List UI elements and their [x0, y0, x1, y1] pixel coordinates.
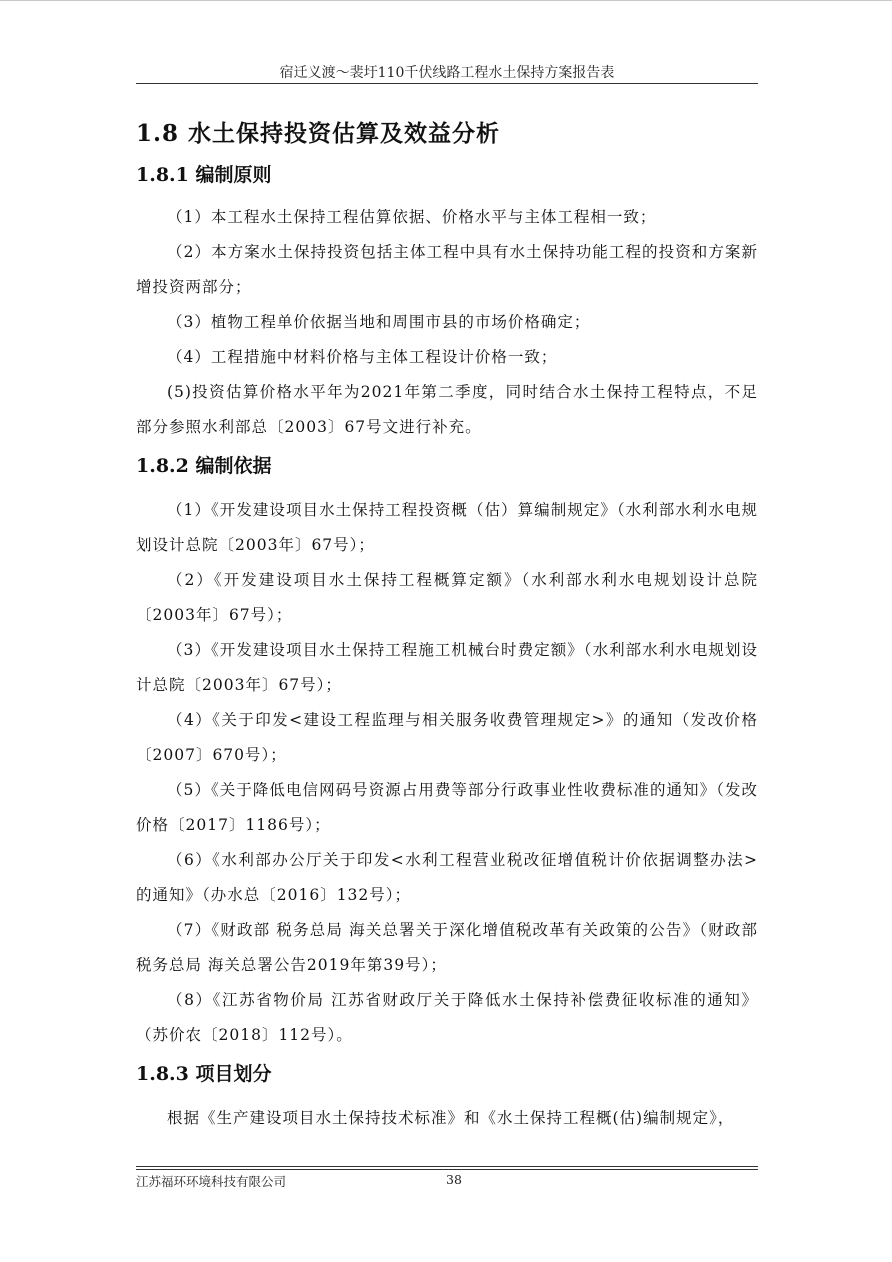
basis-item: （5）《关于降低电信网码号资源占用费等部分行政事业性收费标准的通知》（发改价格〔2017〕1186号）； [136, 781, 758, 834]
subsection-title-basis: 1.8.2 编制依据 [136, 455, 272, 477]
page-content [136, 112, 758, 1136]
principle-item: （3）植物工程单价依据当地和周围市县的市场价格确定； [167, 313, 591, 331]
principle-item: （1）本工程水土保持工程估算依据、价格水平与主体工程相一致； [167, 208, 657, 226]
division-paragraph: 根据《生产建设项目水土保持技术标准》和《水土保持工程概(估)编制规定》， [167, 1109, 735, 1127]
page-top-edge [0, 0, 892, 14]
header-rule [136, 83, 758, 84]
running-header: 宿迁义渡～裴圩110千伏线路工程水土保持方案报告表 [279, 65, 615, 81]
principle-item: (5)投资估算价格水平年为2021年第二季度，同时结合水土保持工程特点，不足部分参照水利部总〔2003〕67号文进行补充。 [136, 383, 758, 436]
principle-item: （2）本方案水土保持投资包括主体工程中具有水土保持功能工程的投资和方案新增投资两部分； [136, 243, 758, 296]
subsection-title-principles: 1.8.1 编制原则 [136, 164, 272, 186]
section-title: 1.8 水土保持投资估算及效益分析 [136, 120, 501, 147]
footer-company: 江苏福环环境科技有限公司 [136, 1174, 287, 1189]
footer-rule [136, 1166, 758, 1167]
basis-item: （1）《开发建设项目水土保持工程投资概（估）算编制规定》（水利部水利水电规划设计总院〔2003年〕67号）； [136, 501, 758, 554]
basis-item: （2）《开发建设项目水土保持工程概算定额》（水利部水利水电规划设计总院〔2003年〕67号）； [136, 571, 758, 624]
page-number: 38 [446, 1172, 462, 1187]
basis-item: （3）《开发建设项目水土保持工程施工机械台时费定额》（水利部水利水电规划设计总院〔2003年〕67号）； [136, 641, 758, 694]
basis-item: （4）《关于印发<建设工程监理与相关服务收费管理规定>》的通知（发改价格〔2007〕670号）； [136, 711, 758, 764]
basis-item: （8）《江苏省物价局 江苏省财政厅关于降低水土保持补偿费征收标准的通知》（苏价农〔2018〕112号）。 [136, 991, 758, 1044]
subsection-title-division: 1.8.3 项目划分 [136, 1063, 272, 1085]
principle-item: （4）工程措施中材料价格与主体工程设计价格一致； [167, 348, 558, 366]
basis-item: （6）《水利部办公厅关于印发<水利工程营业税改征增值税计价依据调整办法>的通知》（办水总〔2016〕132号）； [136, 851, 758, 904]
basis-item: （7）《财政部 税务总局 海关总署关于深化增值税改革有关政策的公告》（财政部 税务总局 海关总署公告2019年第39号）； [136, 921, 758, 974]
footer-rule [136, 1169, 758, 1170]
